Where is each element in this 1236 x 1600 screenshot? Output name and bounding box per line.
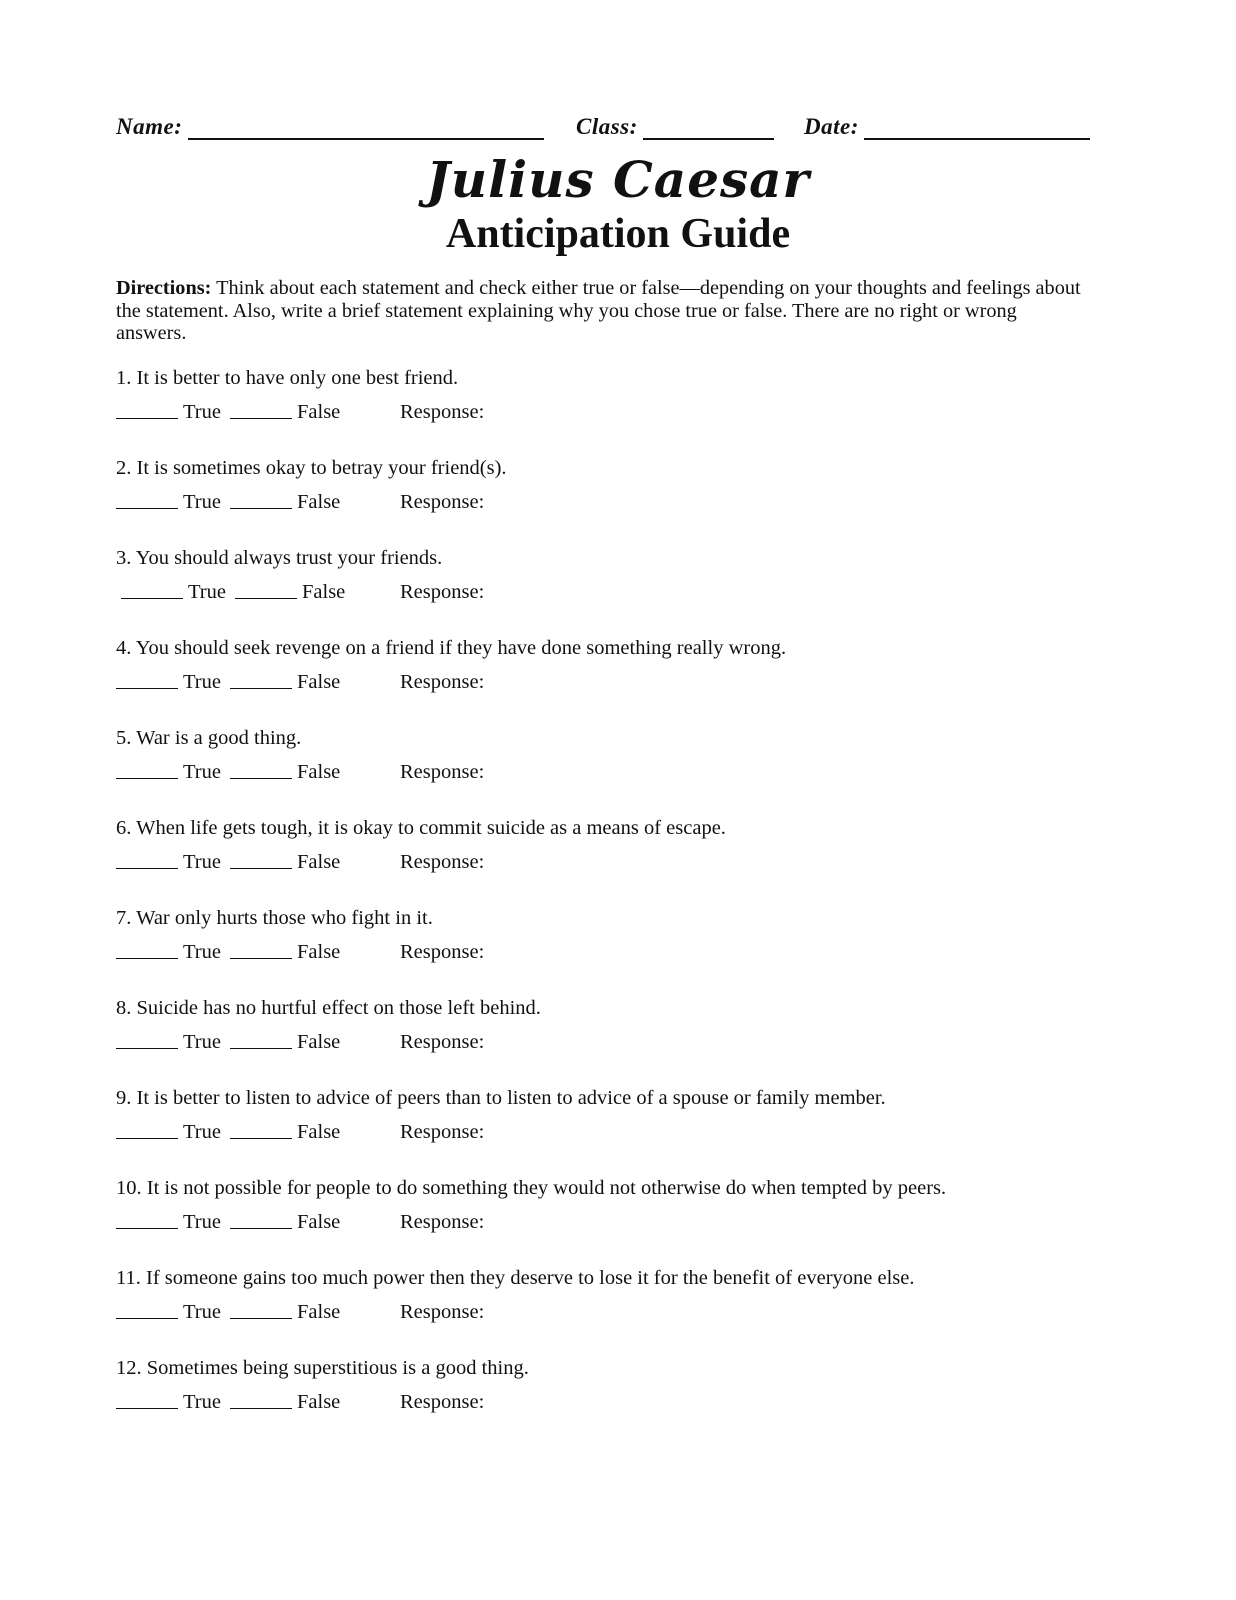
statement-text: 4. You should seek revenge on a friend if they have done something really wrong.	[116, 637, 787, 659]
response-label: Response:	[400, 1121, 485, 1143]
true-blank[interactable]	[116, 868, 178, 869]
false-blank[interactable]	[230, 1318, 292, 1319]
statement-text: 5. War is a good thing.	[116, 727, 302, 749]
response-label: Response:	[400, 1301, 485, 1323]
false-label: False	[297, 1391, 341, 1413]
page-subtitle: Anticipation Guide	[445, 211, 791, 257]
true-label: True	[183, 1121, 221, 1143]
true-blank[interactable]	[116, 1228, 178, 1229]
false-blank[interactable]	[230, 1408, 292, 1409]
true-label: True	[183, 761, 221, 783]
date-blank[interactable]	[864, 138, 1090, 140]
false-label: False	[297, 1121, 341, 1143]
answer-row	[116, 491, 716, 517]
response-label: Response:	[400, 1031, 485, 1053]
false-blank[interactable]	[230, 1228, 292, 1229]
answer-row	[116, 1121, 716, 1147]
statement-text: 12. Sometimes being superstitious is a good thing.	[116, 1357, 529, 1379]
false-label: False	[297, 401, 341, 423]
class-label: Class:	[576, 114, 638, 139]
response-label: Response:	[400, 1211, 485, 1233]
true-label: True	[183, 1391, 221, 1413]
true-blank[interactable]	[116, 1138, 178, 1139]
date-label: Date:	[804, 114, 859, 139]
class-blank[interactable]	[643, 138, 774, 140]
response-label: Response:	[400, 761, 485, 783]
true-blank[interactable]	[116, 508, 178, 509]
response-label: Response:	[400, 851, 485, 873]
true-blank[interactable]	[116, 958, 178, 959]
directions-lead: Directions:	[116, 277, 212, 299]
false-label: False	[297, 1031, 341, 1053]
statement-text: 10. It is not possible for people to do something they would not otherwise do when tempted by peers.	[116, 1177, 947, 1199]
true-blank[interactable]	[116, 778, 178, 779]
answer-row	[116, 581, 716, 607]
false-label: False	[297, 1301, 341, 1323]
response-label: Response:	[400, 401, 485, 423]
false-blank[interactable]	[230, 508, 292, 509]
true-label: True	[183, 1301, 221, 1323]
name-blank[interactable]	[188, 138, 544, 140]
false-blank[interactable]	[230, 868, 292, 869]
response-label: Response:	[400, 491, 485, 513]
false-blank[interactable]	[230, 688, 292, 689]
answer-row	[116, 1211, 716, 1237]
false-blank[interactable]	[230, 958, 292, 959]
response-label: Response:	[400, 941, 485, 963]
false-blank[interactable]	[230, 778, 292, 779]
response-label: Response:	[400, 1391, 485, 1413]
answer-row	[116, 851, 716, 877]
true-label: True	[183, 1211, 221, 1233]
answer-row	[116, 1391, 716, 1417]
page-title: Julius Caesar	[426, 150, 810, 209]
answer-row	[116, 671, 716, 697]
false-blank[interactable]	[230, 1138, 292, 1139]
answer-row	[116, 1301, 716, 1327]
true-blank[interactable]	[116, 418, 178, 419]
statement-text: 11. If someone gains too much power then they deserve to lose it for the benefit of everyone else.	[116, 1267, 915, 1289]
true-blank[interactable]	[121, 598, 183, 599]
true-blank[interactable]	[116, 1318, 178, 1319]
true-label: True	[183, 851, 221, 873]
statement-text: 3. You should always trust your friends.	[116, 547, 443, 569]
answer-row	[116, 1031, 716, 1057]
statement-text: 7. War only hurts those who fight in it.	[116, 907, 433, 929]
true-label: True	[183, 491, 221, 513]
answer-row	[116, 761, 716, 787]
true-blank[interactable]	[116, 688, 178, 689]
directions-paragraph	[116, 277, 1091, 345]
response-label: Response:	[400, 671, 485, 693]
statement-text: 6. When life gets tough, it is okay to commit suicide as a means of escape.	[116, 817, 726, 839]
statement-text: 1. It is better to have only one best friend.	[116, 367, 459, 389]
true-label: True	[183, 941, 221, 963]
false-label: False	[297, 941, 341, 963]
false-blank[interactable]	[230, 418, 292, 419]
true-label: True	[188, 581, 226, 603]
true-label: True	[183, 671, 221, 693]
answer-row	[116, 401, 716, 427]
directions-text: Think about each statement and check either true or false—depending on your thoughts and feelings about the statement. Also, write a brief statement explaining why you chose true or false. There are no right or wrong answers.	[116, 277, 1081, 344]
false-label: False	[297, 1211, 341, 1233]
name-label: Name:	[116, 114, 183, 139]
false-blank[interactable]	[230, 1048, 292, 1049]
true-blank[interactable]	[116, 1048, 178, 1049]
true-blank[interactable]	[116, 1408, 178, 1409]
statement-text: 8. Suicide has no hurtful effect on those left behind.	[116, 997, 541, 1019]
response-label: Response:	[400, 581, 485, 603]
false-label: False	[297, 761, 341, 783]
statement-text: 2. It is sometimes okay to betray your friend(s).	[116, 457, 507, 479]
statement-text: 9. It is better to listen to advice of peers than to listen to advice of a spouse or family member.	[116, 1087, 886, 1109]
false-label: False	[297, 851, 341, 873]
false-blank[interactable]	[235, 598, 297, 599]
true-label: True	[183, 401, 221, 423]
answer-row	[116, 941, 716, 967]
false-label: False	[302, 581, 346, 603]
false-label: False	[297, 671, 341, 693]
header-fields	[116, 114, 1091, 148]
true-label: True	[183, 1031, 221, 1053]
false-label: False	[297, 491, 341, 513]
